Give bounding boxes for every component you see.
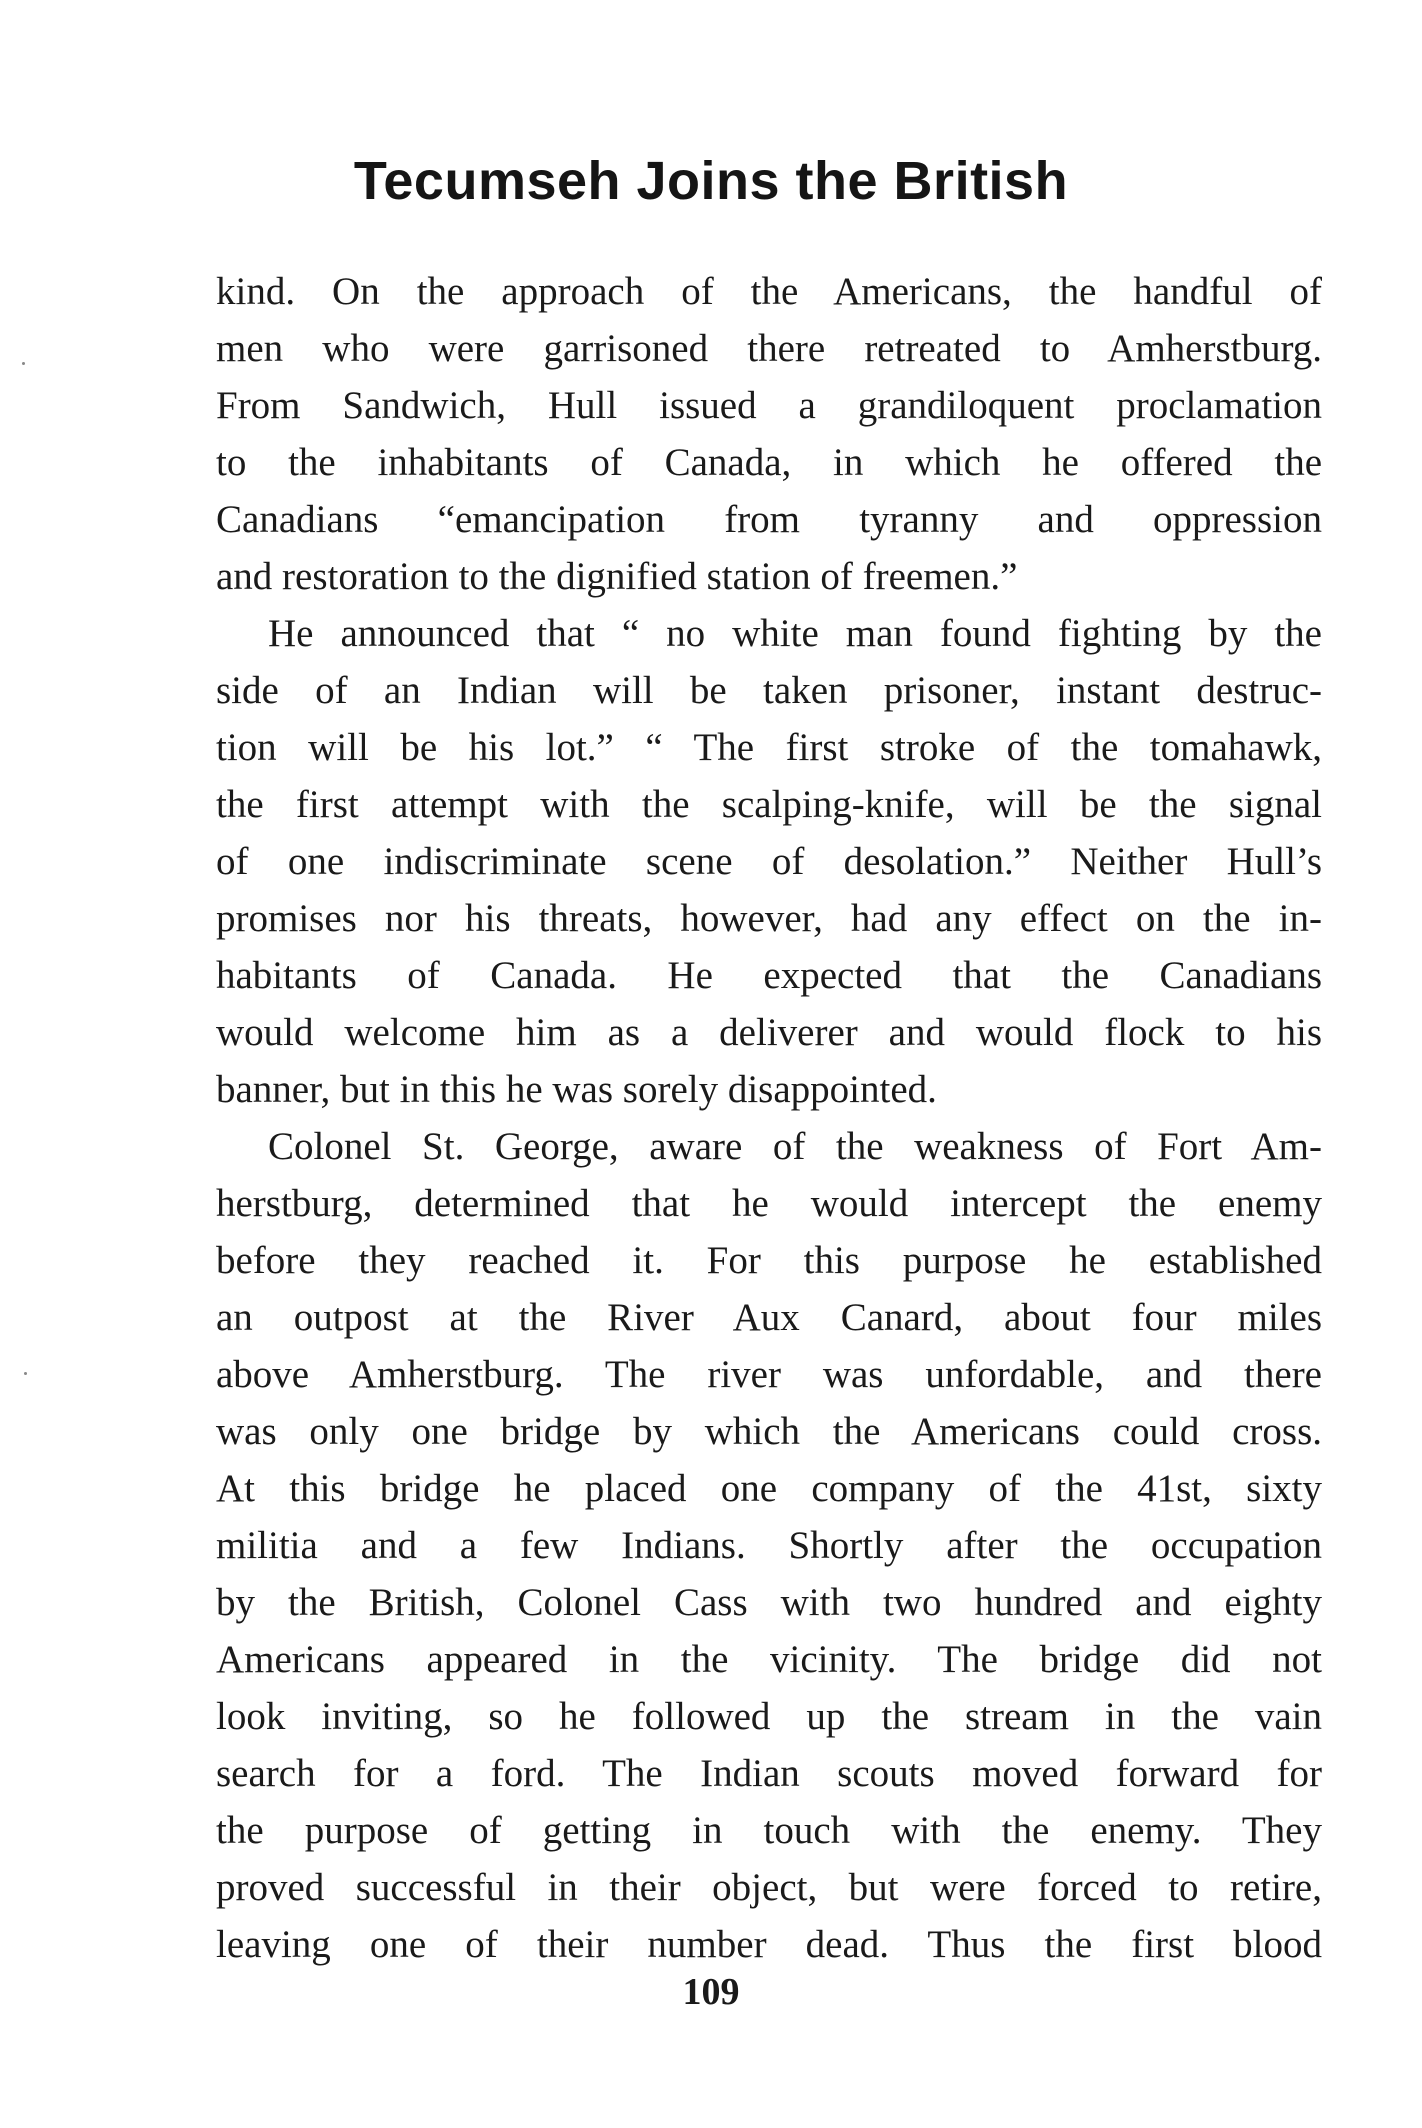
- text-line: tion will be his lot.” “ The first stroke of the tomahawk,: [216, 726, 1322, 769]
- text-line: From Sandwich, Hull issued a grandiloquent proclamation: [216, 384, 1322, 427]
- body-text: [216, 263, 1322, 1973]
- text-line: militia and a few Indians. Shortly after the occupation: [216, 1524, 1322, 1567]
- text-line: above Amherstburg. The river was unfordable, and there: [216, 1353, 1322, 1396]
- text-line: was only one bridge by which the Americans could cross.: [216, 1410, 1322, 1453]
- text-line: habitants of Canada. He expected that the Canadians: [216, 954, 1322, 997]
- text-line: He announced that “ no white man found fighting by the: [268, 612, 1322, 655]
- running-head: Tecumseh Joins the British: [353, 151, 1069, 211]
- text-line: Canadians “emancipation from tyranny and oppression: [216, 498, 1322, 541]
- text-line: before they reached it. For this purpose he established: [216, 1239, 1322, 1282]
- text-line: At this bridge he placed one company of the 41st, sixty: [216, 1467, 1322, 1510]
- text-line: banner, but in this he was sorely disappointed.: [216, 1068, 937, 1111]
- text-line: kind. On the approach of the Americans, the handful of: [216, 270, 1322, 313]
- text-line: men who were garrisoned there retreated to Amherstburg.: [216, 327, 1322, 370]
- text-line: to the inhabitants of Canada, in which he offered the: [216, 441, 1322, 484]
- text-line: herstburg, determined that he would intercept the enemy: [216, 1182, 1322, 1225]
- text-line: search for a ford. The Indian scouts moved forward for: [216, 1752, 1322, 1795]
- scan-speck: [24, 1372, 27, 1375]
- text-line: by the British, Colonel Cass with two hundred and eighty: [216, 1581, 1322, 1624]
- text-line: the purpose of getting in touch with the enemy. They: [216, 1809, 1322, 1852]
- scan-speck: [22, 362, 25, 365]
- text-line: proved successful in their object, but were forced to retire,: [216, 1866, 1322, 1909]
- text-line: side of an Indian will be taken prisoner, instant destruc-: [216, 669, 1322, 712]
- text-line: of one indiscriminate scene of desolation.” Neither Hull’s: [216, 840, 1322, 883]
- text-line: leaving one of their number dead. Thus the first blood: [216, 1923, 1322, 1966]
- text-line: and restoration to the dignified station of freemen.”: [216, 555, 1018, 598]
- text-line: Americans appeared in the vicinity. The bridge did not: [216, 1638, 1322, 1681]
- text-line: Colonel St. George, aware of the weakness of Fort Am-: [268, 1125, 1322, 1168]
- page-number: 109: [682, 1971, 740, 2013]
- text-line: would welcome him as a deliverer and would flock to his: [216, 1011, 1322, 1054]
- text-line: promises nor his threats, however, had any effect on the in-: [216, 897, 1322, 940]
- text-line: look inviting, so he followed up the stream in the vain: [216, 1695, 1322, 1738]
- text-line: the first attempt with the scalping-knife, will be the signal: [216, 783, 1322, 826]
- text-line: an outpost at the River Aux Canard, about four miles: [216, 1296, 1322, 1339]
